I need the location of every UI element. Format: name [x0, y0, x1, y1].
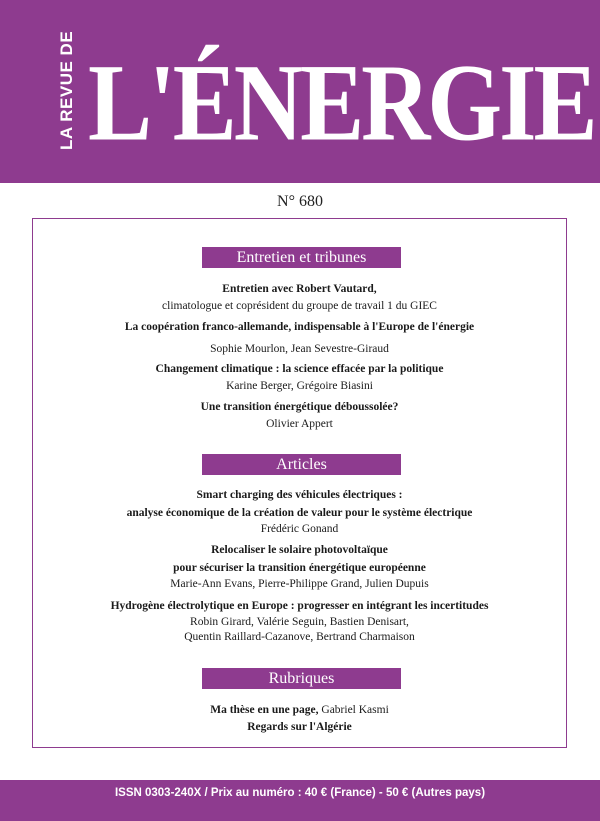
- section-heading-articles: Articles: [202, 454, 401, 475]
- article-title: analyse économique de la création de valeur pour le système électrique: [126, 507, 473, 519]
- rubrique-item: [32, 704, 567, 716]
- article-title: Smart charging des véhicules électriques :: [196, 489, 403, 501]
- interview-title: Entretien avec Robert Vautard,: [222, 283, 377, 295]
- tribune-title: Une transition énergétique déboussolée?: [200, 401, 399, 413]
- issn-price: ISSN 0303-240X / Prix au numéro : 40 € (France) - 50 € (Autres pays): [114, 787, 486, 799]
- issue-number: N° 680: [277, 193, 323, 210]
- rubrique-title: Ma thèse en une page,: [210, 704, 319, 716]
- section-heading-rubriques: Rubriques: [202, 668, 401, 689]
- rubrique-title: Regards sur l'Algérie: [247, 721, 352, 733]
- article-authors: Robin Girard, Valérie Seguin, Bastien Denisart,: [190, 616, 409, 628]
- tribune-authors: Olivier Appert: [266, 418, 333, 430]
- article-authors: Frédéric Gonand: [260, 523, 339, 535]
- tribune-authors: Karine Berger, Grégoire Biasini: [226, 380, 373, 392]
- magazine-title: L'ÉNERGIE: [88, 40, 595, 164]
- article-title: Hydrogène électrolytique en Europe : progresser en intégrant les incertitudes: [110, 600, 489, 612]
- article-authors: Marie-Ann Evans, Pierre-Philippe Grand, Julien Dupuis: [170, 578, 429, 590]
- series-label: LA REVUE DE: [57, 30, 76, 150]
- article-title: Relocaliser le solaire photovoltaïque: [211, 544, 388, 556]
- tribune-title: La coopération franco-allemande, indispensable à l'Europe de l'énergie: [124, 321, 475, 333]
- article-authors: Quentin Raillard-Cazanove, Bertrand Charmaison: [184, 631, 415, 643]
- section-heading-interviews: Entretien et tribunes: [202, 247, 401, 268]
- tribune-title: Changement climatique : la science effacée par la politique: [155, 363, 444, 375]
- tribune-authors: Sophie Mourlon, Jean Sevestre-Giraud: [210, 343, 389, 355]
- interview-subtitle: climatologue et coprésident du groupe de travail 1 du GIEC: [162, 300, 437, 312]
- article-title: pour sécuriser la transition énergétique européenne: [173, 562, 426, 574]
- rubrique-author: Gabriel Kasmi: [318, 704, 389, 716]
